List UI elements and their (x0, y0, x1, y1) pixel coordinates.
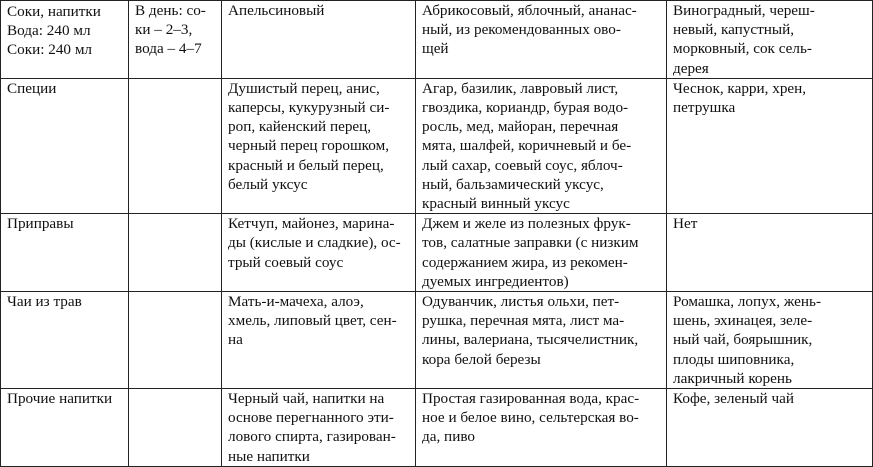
cell-empty (129, 214, 222, 292)
cell-line: тов, салатные заправки (с низким (422, 234, 639, 252)
cell-line: Абрикосовый, яблочный, ананас- (422, 2, 637, 19)
cell-row-name (1, 389, 129, 467)
cell-empty (129, 389, 222, 467)
cell-col4 (667, 78, 873, 213)
cell-line: лового спирта, газирован- (228, 428, 396, 446)
cell-line: основе перегнанного эти- (228, 409, 394, 427)
cell-line: Прочие напитки (7, 390, 113, 408)
cell-col4 (667, 214, 873, 292)
cell-line: ды (кислые и сладкие), ос- (228, 234, 401, 252)
cell-row-name (1, 292, 129, 389)
cell-daily-amount (129, 1, 222, 79)
cell-line: рушка, перечная мята, лист ма- (422, 312, 625, 330)
cell-line: Одуванчик, листья ольхи, пет- (422, 293, 620, 311)
cell-col4-header (667, 1, 873, 79)
cell-line: роп, кайенский перец, (228, 118, 372, 136)
cell-col3 (416, 78, 667, 213)
cell-line: Мать-и-мачеха, алоэ, (228, 293, 364, 311)
cell-line: трый соевый соус (228, 253, 344, 271)
table-row (1, 292, 873, 389)
cell-line: Специи (7, 79, 57, 97)
cell-line: щей (422, 40, 449, 58)
cell-line: Черный чай, напитки на (228, 390, 385, 408)
cell-line: Виноградный, череш- (673, 2, 815, 19)
cell-line: ки – 2–3, (135, 21, 193, 39)
cell-line: лакричный корень (673, 369, 792, 387)
cell-col3 (416, 389, 667, 467)
table-row-header (1, 1, 873, 79)
cell-col2 (222, 214, 416, 292)
table-row (1, 389, 873, 467)
cell-line: невый, капустный, (673, 21, 795, 39)
cell-line: Чеснок, карри, хрен, (673, 79, 807, 97)
cell-col2-header (222, 1, 416, 79)
cell-line: красный винный уксус (422, 195, 570, 213)
cell-line: ный, бальзамический уксус, (422, 175, 604, 193)
cell-line: Ромашка, лопух, жень- (673, 293, 822, 311)
cell-line: дерея (673, 59, 709, 77)
cell-line: плоды шиповника, (673, 350, 795, 368)
cell-line: черный перец горошком, (228, 137, 390, 155)
cell-line: ные напитки (228, 447, 310, 465)
table-row (1, 78, 873, 213)
cell-line: кора белой березы (422, 350, 541, 368)
cell-line: Джем и желе из полезных фрук- (422, 215, 631, 233)
cell-line: Вода: 240 мл (7, 22, 91, 40)
cell-line: вода – 4–7 (135, 40, 202, 58)
cell-col2 (222, 389, 416, 467)
cell-line: да, пиво (422, 428, 475, 446)
cell-line: лины, валериана, тысячелистник, (422, 331, 639, 349)
cell-line: Агар, базилик, лавровый лист, (422, 79, 619, 97)
cell-line: Чаи из трав (7, 293, 82, 311)
cell-line: мята, шалфей, коричневый и бе- (422, 137, 632, 155)
cell-line: на (228, 331, 243, 349)
cell-line: Душистый перец, анис, (228, 79, 380, 97)
cell-line: каперсы, кукурузный си- (228, 99, 390, 117)
cell-empty (129, 78, 222, 213)
cell-line: ное и белое вино, сельтерская во- (422, 409, 639, 427)
cell-line: содержанием жира, из рекомен- (422, 253, 628, 271)
cell-line: красный и белый перец, (228, 156, 384, 174)
table-row (1, 214, 873, 292)
cell-line: Соки, напитки (7, 3, 101, 20)
cell-row-name (1, 78, 129, 213)
cell-col2 (222, 292, 416, 389)
cell-line: ный, из рекомендованных ово- (422, 21, 621, 39)
cell-row-name (1, 214, 129, 292)
cell-line: Соки: 240 мл (7, 41, 93, 59)
cell-line: белый уксус (228, 175, 308, 193)
cell-line: дуемых ингредиентов) (422, 272, 569, 290)
cell-col2 (222, 78, 416, 213)
cell-col3-header (416, 1, 667, 79)
cell-line: Простая газированная вода, крас- (422, 390, 640, 408)
cell-col3 (416, 292, 667, 389)
cell-line: хмель, липовый цвет, сен- (228, 312, 397, 330)
cell-empty (129, 292, 222, 389)
cell-category-header (1, 1, 129, 79)
cell-col4 (667, 389, 873, 467)
cell-line: Нет (673, 215, 698, 233)
cell-line: петрушка (673, 99, 736, 117)
cell-line: гвоздика, кориандр, бурая водо- (422, 99, 629, 117)
cell-line: Кофе, зеленый чай (673, 390, 794, 408)
cell-line: В день: со- (135, 2, 206, 19)
cell-col3 (416, 214, 667, 292)
cell-line: лый сахар, соевый соус, яблоч- (422, 156, 623, 174)
cell-line: шень, эхинацея, зеле- (673, 312, 813, 330)
cell-line: морковный, сок сель- (673, 40, 812, 58)
cell-line: Приправы (7, 215, 74, 233)
cell-line: Кетчуп, майонез, марина- (228, 215, 395, 233)
cell-col4 (667, 292, 873, 389)
cell-line: ный чай, боярышник, (673, 331, 813, 349)
cell-line: росль, мед, майоран, перечная (422, 118, 619, 136)
cell-line: Апельсиновый (228, 2, 325, 19)
